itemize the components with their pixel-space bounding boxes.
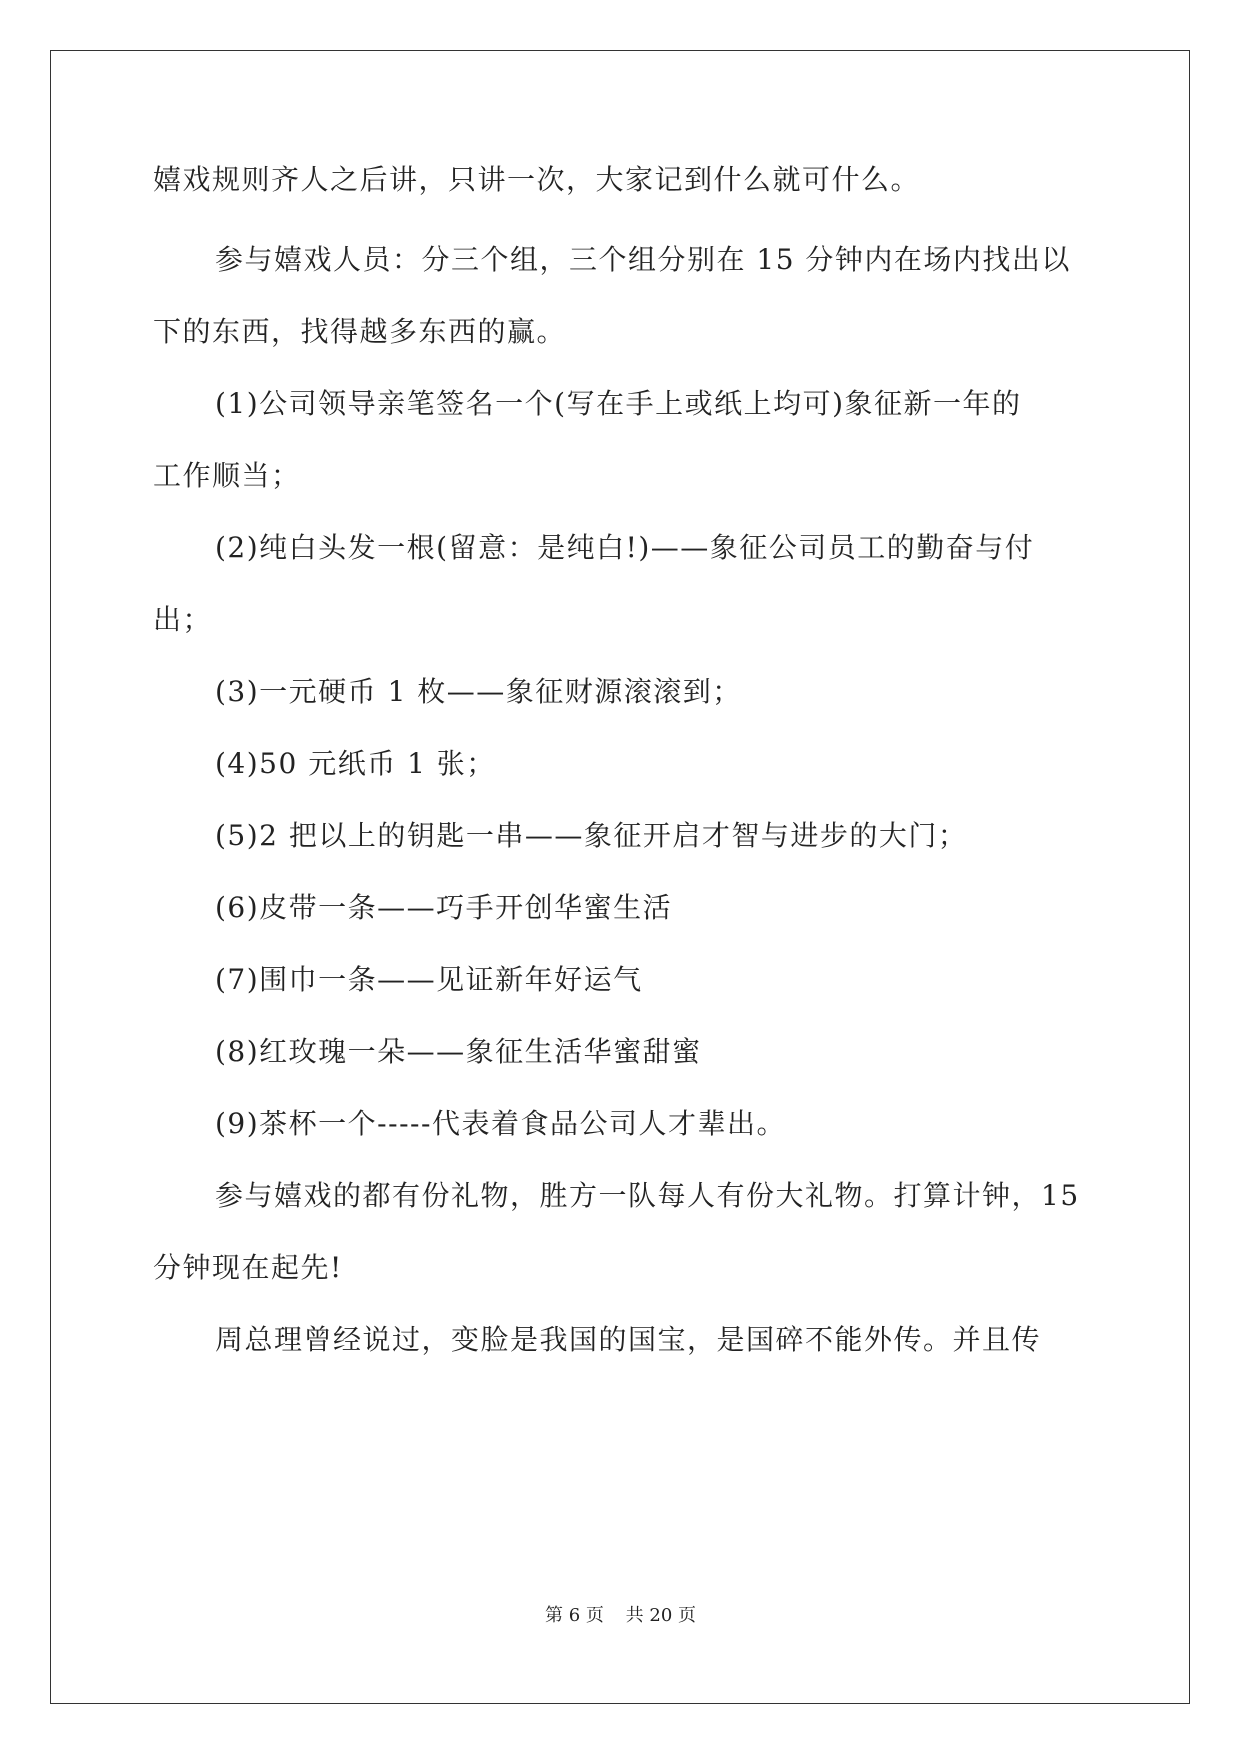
text-line: (1)公司领导亲笔签名一个(写在手上或纸上均可)象征新一年的: [215, 387, 1022, 420]
page-frame: [50, 50, 1190, 1704]
page-total: 共 20 页: [625, 1605, 696, 1626]
text-line: (8)红玫瑰一朵——象征生活华蜜甜蜜: [215, 1035, 702, 1068]
text-line: 参与嬉戏人员：分三个组，三个组分别在 15 分钟内在场内找出以: [215, 243, 1071, 276]
text-line: (9)茶杯一个-----代表着食品公司人才辈出。: [215, 1107, 786, 1140]
text-line: (3)一元硬币 1 枚——象征财源滚滚到；: [215, 675, 742, 708]
text-line: 嬉戏规则齐人之后讲，只讲一次，大家记到什么就可什么。: [153, 163, 921, 196]
text-line: 参与嬉戏的都有份礼物，胜方一队每人有份大礼物。打算计钟，15: [215, 1179, 1080, 1212]
text-line: 分钟现在起先!: [153, 1251, 343, 1284]
page-footer: [0, 1604, 1241, 1628]
page-number: 第 6 页: [545, 1605, 604, 1626]
text-line: 工作顺当；: [153, 459, 301, 492]
text-line: 下的东西，找得越多东西的赢。: [153, 315, 567, 348]
text-line: (4)50 元纸币 1 张；: [215, 747, 496, 780]
text-line: 周总理曾经说过，变脸是我国的国宝，是国碎不能外传。并且传: [215, 1323, 1042, 1356]
text-line: 出；: [153, 603, 213, 636]
text-line: (5)2 把以上的钥匙一串——象征开启才智与进步的大门；: [215, 819, 968, 852]
text-line: (6)皮带一条——巧手开创华蜜生活: [215, 891, 673, 924]
text-line: (2)纯白头发一根(留意：是纯白!)——象征公司员工的勤奋与付: [215, 531, 1035, 564]
text-line: (7)围巾一条——见证新年好运气: [215, 963, 643, 996]
